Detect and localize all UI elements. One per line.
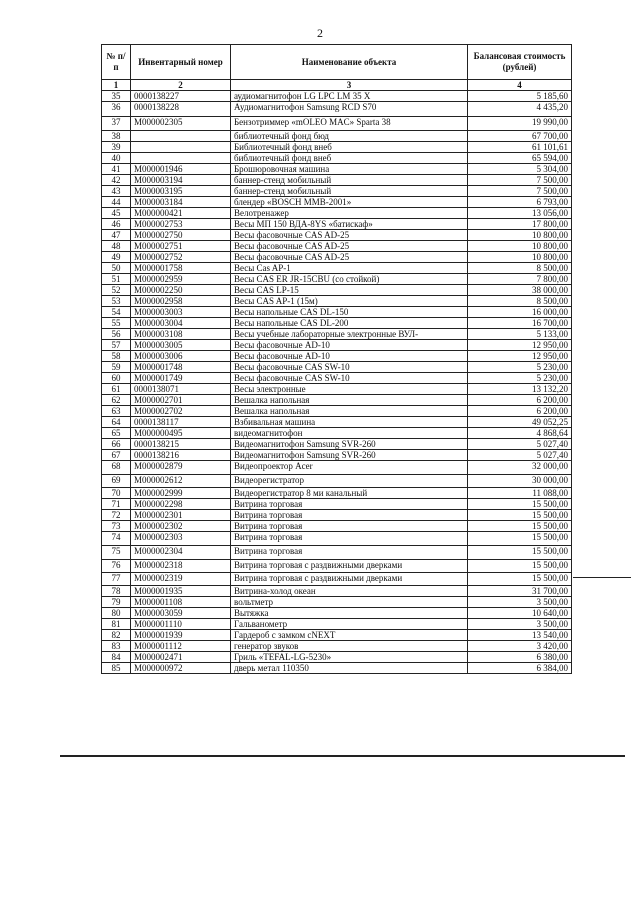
table-row [102, 340, 572, 351]
row-number: 44 [102, 197, 131, 208]
row-number: 57 [102, 340, 131, 351]
row-number: 65 [102, 428, 131, 439]
balance-value: 30 000,00 [468, 475, 572, 488]
inventory-number: M000002999 [131, 488, 231, 499]
object-name: Видеомагнитофон Samsung SVR-260 [231, 439, 468, 450]
balance-value: 5 230,00 [468, 373, 572, 384]
balance-value: 5 185,60 [468, 91, 572, 102]
inventory-number: M000003006 [131, 351, 231, 362]
object-name: Видеорегистратор [231, 475, 468, 488]
side-divider-line [573, 577, 631, 578]
inventory-number: M000001749 [131, 373, 231, 384]
balance-value: 5 027,40 [468, 450, 572, 461]
inventory-number: 0000138215 [131, 439, 231, 450]
table-row [102, 263, 572, 274]
table-row [102, 241, 572, 252]
balance-value: 10 640,00 [468, 608, 572, 619]
balance-value: 61 101,61 [468, 142, 572, 153]
object-name: Витрина торговая с раздвижными дверками [231, 560, 468, 573]
row-number: 67 [102, 450, 131, 461]
object-name: баннер-стенд мобильный [231, 175, 468, 186]
inventory-number: M000003184 [131, 197, 231, 208]
object-name: Видеопроектор Acer [231, 461, 468, 475]
object-name: Аудиомагнитофон Samsung RCD S70 [231, 102, 468, 117]
inventory-number: M000002752 [131, 252, 231, 263]
balance-value: 13 056,00 [468, 208, 572, 219]
balance-value: 6 384,00 [468, 663, 572, 674]
inventory-number: M000002879 [131, 461, 231, 475]
column-number: 2 [131, 80, 231, 91]
balance-value: 7 500,00 [468, 186, 572, 197]
inventory-number: M000003108 [131, 329, 231, 340]
object-name: Витрина торговая [231, 546, 468, 560]
table-row [102, 318, 572, 329]
table-row [102, 597, 572, 608]
object-name: Гардероб с замком cNEXT [231, 630, 468, 641]
balance-value: 15 500,00 [468, 510, 572, 521]
object-name: Весы фасовочные AD-10 [231, 340, 468, 351]
balance-value: 10 800,00 [468, 230, 572, 241]
table-row [102, 608, 572, 619]
balance-value: 15 500,00 [468, 560, 572, 573]
table-row [102, 307, 572, 318]
table-row [102, 153, 572, 164]
table-row [102, 296, 572, 307]
table-row [102, 663, 572, 674]
object-name: Велотренажер [231, 208, 468, 219]
table-row [102, 91, 572, 102]
table-row [102, 630, 572, 641]
header-inventory-number: Инвентарный номер [131, 45, 231, 80]
row-number: 69 [102, 475, 131, 488]
column-number: 4 [468, 80, 572, 91]
object-name: библиотечный фонд бюд [231, 131, 468, 142]
object-name: Гриль «TEFAL-LG-5230» [231, 652, 468, 663]
table-row [102, 274, 572, 285]
row-number: 77 [102, 573, 131, 586]
balance-value: 65 594,00 [468, 153, 572, 164]
balance-value: 3 500,00 [468, 597, 572, 608]
inventory-number: M000001110 [131, 619, 231, 630]
object-name: Витрина торговая с раздвижными дверками [231, 573, 468, 586]
inventory-number: M000000421 [131, 208, 231, 219]
row-number: 55 [102, 318, 131, 329]
balance-value: 6 200,00 [468, 395, 572, 406]
inventory-number: M000002959 [131, 274, 231, 285]
inventory-number: M000002302 [131, 521, 231, 532]
row-number: 54 [102, 307, 131, 318]
row-number: 42 [102, 175, 131, 186]
balance-value: 3 420,00 [468, 641, 572, 652]
inventory-number: M000002319 [131, 573, 231, 586]
table-row [102, 131, 572, 142]
object-name: Видеорегистратор 8 ми канальный [231, 488, 468, 499]
balance-value: 8 500,00 [468, 263, 572, 274]
object-name: Вешалка напольная [231, 406, 468, 417]
row-number: 84 [102, 652, 131, 663]
inventory-number: M000000495 [131, 428, 231, 439]
object-name: Весы CAS AP-1 (15м) [231, 296, 468, 307]
balance-value: 12 950,00 [468, 340, 572, 351]
row-number: 74 [102, 532, 131, 546]
inventory-number [131, 131, 231, 142]
row-number: 76 [102, 560, 131, 573]
inventory-number: M000002751 [131, 241, 231, 252]
object-name: Витрина торговая [231, 521, 468, 532]
table-row [102, 461, 572, 475]
row-number: 70 [102, 488, 131, 499]
balance-value: 5 133,00 [468, 329, 572, 340]
object-name: Витрина торговая [231, 499, 468, 510]
table-row [102, 230, 572, 241]
table-row [102, 252, 572, 263]
balance-value: 17 800,00 [468, 219, 572, 230]
object-name: библиотечный фонд внеб [231, 153, 468, 164]
table-row [102, 208, 572, 219]
row-number: 64 [102, 417, 131, 428]
row-number: 47 [102, 230, 131, 241]
object-name: Видеомагнитофон Samsung SVR-260 [231, 450, 468, 461]
table-row [102, 428, 572, 439]
row-number: 41 [102, 164, 131, 175]
header-object-name: Наименование объекта [231, 45, 468, 80]
balance-value: 38 000,00 [468, 285, 572, 296]
row-number: 73 [102, 521, 131, 532]
inventory-number: M000001748 [131, 362, 231, 373]
inventory-number: M000002702 [131, 406, 231, 417]
balance-value: 15 500,00 [468, 532, 572, 546]
table-row [102, 219, 572, 230]
row-number: 72 [102, 510, 131, 521]
inventory-number: M000002701 [131, 395, 231, 406]
balance-value: 13 132,20 [468, 384, 572, 395]
row-number: 78 [102, 586, 131, 597]
inventory-number: M000002250 [131, 285, 231, 296]
page-number: 2 [317, 26, 323, 40]
object-name: Весы фасовочные CAS SW-10 [231, 362, 468, 373]
object-name: Весы напольные CAS DL-200 [231, 318, 468, 329]
table-row [102, 499, 572, 510]
table-row [102, 450, 572, 461]
row-number: 81 [102, 619, 131, 630]
table-row [102, 652, 572, 663]
table-row [102, 395, 572, 406]
row-number: 49 [102, 252, 131, 263]
table-row [102, 510, 572, 521]
table-row [102, 329, 572, 340]
balance-value: 6 793,00 [468, 197, 572, 208]
inventory-number: M000002612 [131, 475, 231, 488]
row-number: 61 [102, 384, 131, 395]
table-row [102, 560, 572, 573]
inventory-number: M000003005 [131, 340, 231, 351]
row-number: 80 [102, 608, 131, 619]
balance-value: 15 500,00 [468, 499, 572, 510]
column-number: 1 [102, 80, 131, 91]
row-number: 36 [102, 102, 131, 117]
row-number: 35 [102, 91, 131, 102]
table-row [102, 384, 572, 395]
table-row [102, 197, 572, 208]
balance-value: 10 800,00 [468, 252, 572, 263]
table-row [102, 362, 572, 373]
balance-value: 7 500,00 [468, 175, 572, 186]
inventory-number: M000003059 [131, 608, 231, 619]
row-number: 85 [102, 663, 131, 674]
balance-value: 3 500,00 [468, 619, 572, 630]
table-row [102, 532, 572, 546]
row-number: 40 [102, 153, 131, 164]
inventory-number: M000002303 [131, 532, 231, 546]
table-row [102, 285, 572, 296]
balance-value: 16 000,00 [468, 307, 572, 318]
balance-value: 15 500,00 [468, 546, 572, 560]
balance-value: 16 700,00 [468, 318, 572, 329]
row-number: 59 [102, 362, 131, 373]
inventory-number: M000003004 [131, 318, 231, 329]
balance-value: 15 500,00 [468, 521, 572, 532]
object-name: аудиомагнитофон LG LPC LM 35 X [231, 91, 468, 102]
object-name: Витрина-холод океан [231, 586, 468, 597]
row-number: 53 [102, 296, 131, 307]
row-number: 51 [102, 274, 131, 285]
balance-value: 49 052,25 [468, 417, 572, 428]
row-number: 60 [102, 373, 131, 384]
row-number: 48 [102, 241, 131, 252]
row-number: 66 [102, 439, 131, 450]
inventory-number: M000002471 [131, 652, 231, 663]
inventory-number: M000003194 [131, 175, 231, 186]
row-number: 43 [102, 186, 131, 197]
table-row [102, 102, 572, 117]
table-header-row [102, 45, 572, 80]
balance-value: 15 500,00 [468, 573, 572, 586]
row-number: 62 [102, 395, 131, 406]
object-name: Весы фасовочные CAS SW-10 [231, 373, 468, 384]
inventory-number: M000002298 [131, 499, 231, 510]
object-name: генератор звуков [231, 641, 468, 652]
balance-value: 6 380,00 [468, 652, 572, 663]
table-row [102, 488, 572, 499]
inventory-number: M000001939 [131, 630, 231, 641]
table-row [102, 439, 572, 450]
inventory-number: M000001946 [131, 164, 231, 175]
object-name: баннер-стенд мобильный [231, 186, 468, 197]
inventory-number: M000000972 [131, 663, 231, 674]
row-number: 52 [102, 285, 131, 296]
balance-value: 11 088,00 [468, 488, 572, 499]
balance-value: 5 027,40 [468, 439, 572, 450]
inventory-number: 0000138227 [131, 91, 231, 102]
inventory-number: M000003195 [131, 186, 231, 197]
object-name: Весы напольные CAS DL-150 [231, 307, 468, 318]
object-name: Весы МП 150 ВДА-8YS «батискаф» [231, 219, 468, 230]
balance-value: 19 990,00 [468, 117, 572, 131]
table-row [102, 521, 572, 532]
object-name: Витрина торговая [231, 532, 468, 546]
balance-value: 8 500,00 [468, 296, 572, 307]
balance-value: 4 868,64 [468, 428, 572, 439]
balance-value: 32 000,00 [468, 461, 572, 475]
column-number-row [102, 80, 572, 91]
inventory-number: M000002958 [131, 296, 231, 307]
row-number: 58 [102, 351, 131, 362]
row-number: 39 [102, 142, 131, 153]
balance-value: 5 304,00 [468, 164, 572, 175]
table-row [102, 186, 572, 197]
column-number: 3 [231, 80, 468, 91]
inventory-table [101, 44, 572, 674]
object-name: видеомагнитофон [231, 428, 468, 439]
table-row [102, 619, 572, 630]
balance-value: 12 950,00 [468, 351, 572, 362]
table-row [102, 351, 572, 362]
object-name: Весы Cas AP-1 [231, 263, 468, 274]
inventory-number: M000002318 [131, 560, 231, 573]
inventory-number: 0000138071 [131, 384, 231, 395]
table-row [102, 641, 572, 652]
table-row [102, 406, 572, 417]
object-name: Весы фасовочные CAS AD-25 [231, 230, 468, 241]
page-divider-line [60, 755, 625, 757]
row-number: 45 [102, 208, 131, 219]
inventory-number: M000003003 [131, 307, 231, 318]
row-number: 83 [102, 641, 131, 652]
object-name: Гальванометр [231, 619, 468, 630]
balance-value: 31 700,00 [468, 586, 572, 597]
table-row [102, 475, 572, 488]
object-name: вольтметр [231, 597, 468, 608]
inventory-number: M000002750 [131, 230, 231, 241]
balance-value: 4 435,20 [468, 102, 572, 117]
inventory-number [131, 142, 231, 153]
inventory-number: M000002304 [131, 546, 231, 560]
row-number: 50 [102, 263, 131, 274]
object-name: Весы CAS LP-15 [231, 285, 468, 296]
inventory-number: 0000138117 [131, 417, 231, 428]
object-name: Весы фасовочные CAS AD-25 [231, 241, 468, 252]
table-row [102, 117, 572, 131]
row-number: 56 [102, 329, 131, 340]
object-name: Витрина торговая [231, 510, 468, 521]
row-number: 79 [102, 597, 131, 608]
balance-value: 67 700,00 [468, 131, 572, 142]
table-row [102, 373, 572, 384]
table-row [102, 417, 572, 428]
object-name: Вытяжка [231, 608, 468, 619]
object-name: Весы CAS ER JR-15CBU (со стойкой) [231, 274, 468, 285]
object-name: дверь метал 110350 [231, 663, 468, 674]
row-number: 68 [102, 461, 131, 475]
header-balance-value: Балансовая стоимость (рублей) [468, 45, 572, 80]
object-name: Весы фасовочные CAS AD-25 [231, 252, 468, 263]
row-number: 46 [102, 219, 131, 230]
table-row [102, 573, 572, 586]
balance-value: 6 200,00 [468, 406, 572, 417]
row-number: 63 [102, 406, 131, 417]
object-name: Взбивальная машина [231, 417, 468, 428]
object-name: Брошюровочная машина [231, 164, 468, 175]
table-row [102, 175, 572, 186]
table-row [102, 546, 572, 560]
inventory-number [131, 153, 231, 164]
table-row [102, 586, 572, 597]
inventory-number: M000002305 [131, 117, 231, 131]
object-name: Вешалка напольная [231, 395, 468, 406]
row-number: 38 [102, 131, 131, 142]
object-name: Весы фасовочные AD-10 [231, 351, 468, 362]
object-name: блендер «BOSCH MMB-2001» [231, 197, 468, 208]
object-name: Весы учебные лабораторные электронные ВУЛ- [231, 329, 468, 340]
table-row [102, 142, 572, 153]
row-number: 71 [102, 499, 131, 510]
row-number: 82 [102, 630, 131, 641]
row-number: 75 [102, 546, 131, 560]
object-name: Библиотечный фонд внеб [231, 142, 468, 153]
inventory-number: M000001112 [131, 641, 231, 652]
table-row [102, 164, 572, 175]
object-name: Бензотриммер «mOLEO MAC» Sparta 38 [231, 117, 468, 131]
balance-value: 5 230,00 [468, 362, 572, 373]
inventory-number: 0000138216 [131, 450, 231, 461]
inventory-number: M000002753 [131, 219, 231, 230]
balance-value: 7 800,00 [468, 274, 572, 285]
row-number: 37 [102, 117, 131, 131]
object-name: Весы электронные [231, 384, 468, 395]
balance-value: 10 800,00 [468, 241, 572, 252]
inventory-number: M000001758 [131, 263, 231, 274]
header-row-number: № п/п [102, 45, 131, 80]
inventory-number: M000001108 [131, 597, 231, 608]
inventory-number: M000001935 [131, 586, 231, 597]
inventory-number: M000002301 [131, 510, 231, 521]
inventory-number: 0000138228 [131, 102, 231, 117]
balance-value: 13 540,00 [468, 630, 572, 641]
